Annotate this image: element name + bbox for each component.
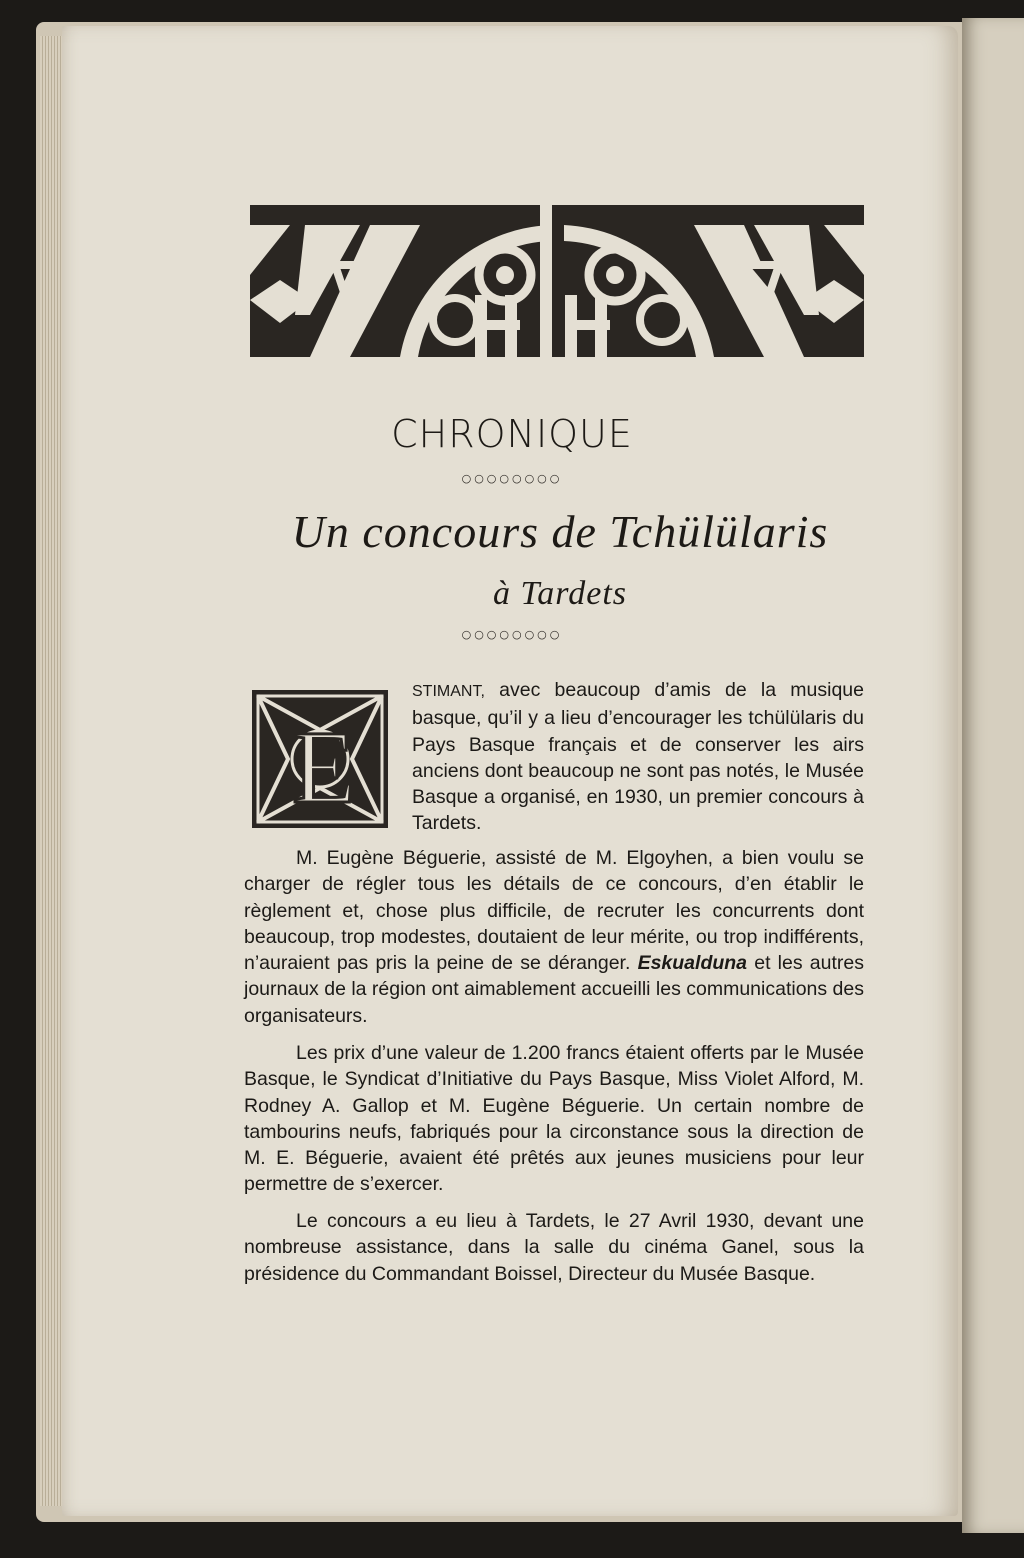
paragraph-4: Le concours a eu lieu à Tardets, le 27 Avril 1930, devant une nombreuse assistance, dans la salle du cinéma Ganel, sous la présidence du Commandant Boissel, Directeur du Musée Basque. [244,1210,864,1285]
article-title-line2: à Tardets [492,575,628,612]
separator-bottom: ○○○○○○○○ [461,628,563,641]
decorated-initial-e [252,690,388,828]
separator-top: ○○○○○○○○ [461,472,563,485]
paragraph-3: Les prix d’une valeur de 1.200 francs étaient offerts par le Musée Basque, le Syndicat d’Initiative du Pays Basque, Miss Violet Alford, M. Rodney A. Gallop et M. Eugène Béguerie. Un certain nombre de tambourins neufs, fabriqués pour la circonstance sous la direction de M. E. Béguerie, avaient été prêtés aux jeunes musiciens pour leur permettre de s’exercer. [244,1042,864,1196]
section-heading: CHRONIQUE [391,412,633,456]
newspaper-name: Eskualduna [637,952,748,975]
paragraph-1-caps: STIMANT, [412,683,485,700]
paragraph-1-text: avec beaucoup d’amis de la musique basque, qu’il y a lieu d’encourager les tchülülaris du Pays Basque français et de conserver les airs anciens dont beaucoup ne sont pas notés, le Musée Basque a organisé, en 1930, un premier concours à Tardets. [412,679,864,835]
paragraph-1 [412,677,864,837]
paragraph-2-text-b: et les autres journaux de la région ont aimablement accueilli les communications des organisateurs. [244,952,865,1027]
article-title-line1: Un concours de Tchülülaris [291,506,829,557]
decorative-header-ornament [250,205,864,357]
paragraph-2-text-a: M. Eugène Béguerie, assisté de M. Elgoyhen, a bien voulu se charger de régler tous les détails de ce concours, d’en établir le règlement et, chose plus difficile, de recruter les concurrents dont beaucoup, trop modestes, doutaient de leur mérite, ou trop indifférents, n’auraient pas pris la peine de se déranger. [244,847,864,975]
facing-page-edge [962,18,1024,1533]
paragraph-2 [244,845,864,1029]
dropcap-letter: E [292,710,356,825]
page-edges [40,36,64,1506]
